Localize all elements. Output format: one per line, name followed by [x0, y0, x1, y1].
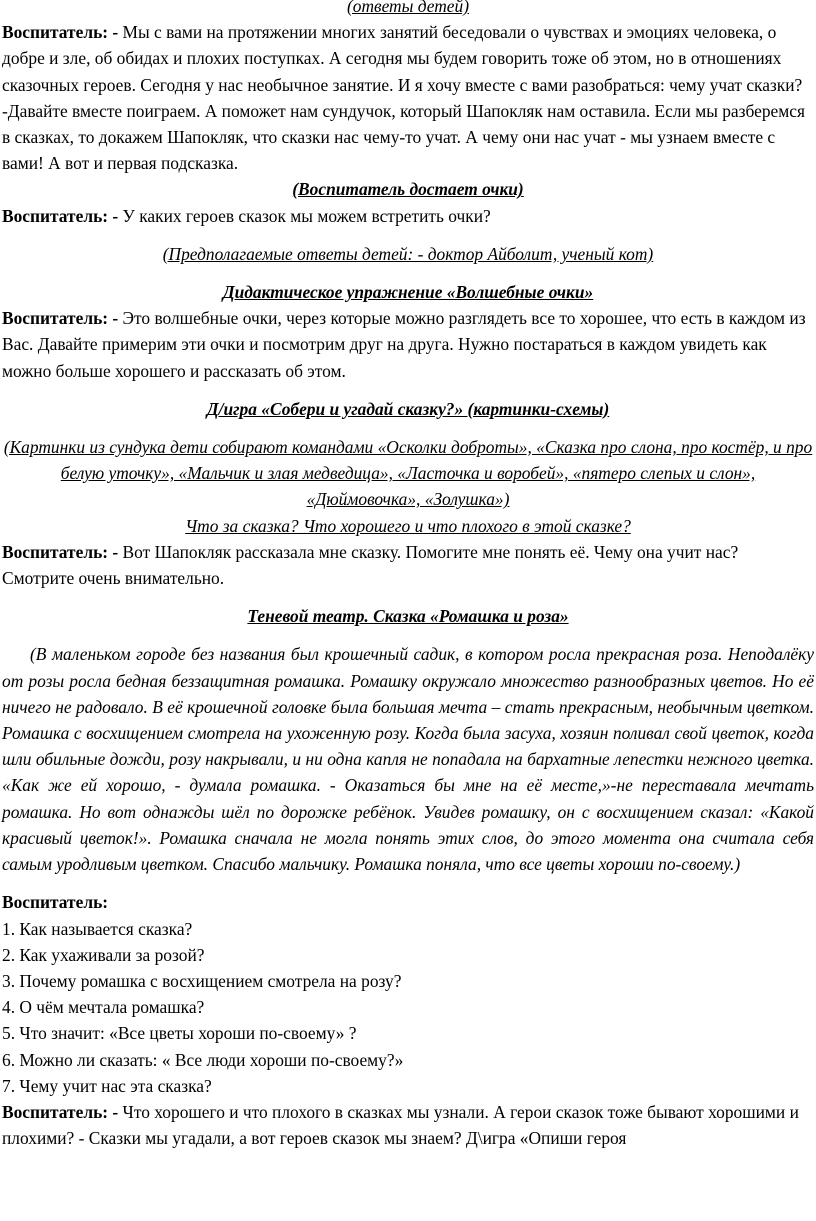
pictures-note: (Картинки из сундука дети собирают командами «Осколки доброты», «Сказка про слона, про костёр, и про белую уточку», «Мальчик и злая медведица», «Ласточка и воробей», «пятеро слепых и слон», «Дюймовочка», «Золушка»)	[3, 437, 813, 510]
paragraph-text: Это волшебные очки, через которые можно разглядеть все то хорошее, что есть в каждом из Вас. Давайте примерим эти очки и посмотрим друг на друга. Нужно постараться в каждом увидеть как можно больше хорошего и рассказать об этом.	[2, 308, 806, 381]
paragraph-shapoklyak	[2, 539, 814, 591]
spacer	[2, 591, 814, 603]
speaker-label: Воспитатель: -	[2, 1101, 119, 1122]
spacer	[2, 877, 814, 889]
question-item: 2. Как ухаживали за розой?	[2, 944, 205, 965]
children-answers-note: (ответы детей)	[346, 0, 470, 16]
story-text: (В маленьком городе без названия был крошечный садик, в котором росла прекрасная роза. Неподалёку от розы росла бедная беззащитная ромашка. Ромашку окружало множество разнообразных цветов. Но её ничего не радовало. В её крошечной головке была большая мечта – стать прекрасным, необычным цветком. Ромашка с восхищением смотрела на ухоженную розу. Когда была засуха, хозяин поливал свой цветок, когда шли обильные дожди, розу накрывали, и ни одна капля не попадала на бархатные лепестки нежного цветка. «Как же ей хорошо, - думала ромашка. - Оказаться бы мне на её месте,»-не переставала мечтать ромашка. Но вот однажды шёл по дорожке ребёнок. Увидев ромашку, он с восхищением сказал: «Какой красивый цветок!». Ромашка сначала не могла понять этих слов, до этого момента она считала себя самым уродливым цветком. Спасибо мальчику. Ромашка поняла, что все цветы хороши по-своему.)	[2, 644, 814, 875]
expected-answers: (Предполагаемые ответы детей: - доктор Айболит, ученый кот)	[162, 243, 654, 264]
speaker-label: Воспитатель: -	[2, 205, 119, 226]
speaker-label: Воспитатель: -	[2, 22, 119, 43]
spacer	[2, 422, 814, 434]
paragraph-text: У каких героев сказок мы можем встретить очки?	[118, 205, 491, 226]
heading-guess-tale: Д/игра «Собери и угадай сказку?» (картинки-схемы)	[206, 398, 610, 419]
question-item: 5. Что значит: «Все цветы хороши по-своему» ?	[2, 1023, 357, 1044]
tale-question: Что за сказка? Что хорошего и что плохого в этой сказке?	[185, 515, 631, 536]
stage-direction-glasses: (Воспитатель достает очки)	[292, 179, 524, 200]
paragraph-text: Что хорошего и что плохого в сказках мы узнали. А герои сказок тоже бывают хорошими и плохими? - Сказки мы угадали, а вот героев сказок мы знаем? Д\игра «Опиши героя	[2, 1101, 799, 1149]
question-item: 7. Чему учит нас эта сказка?	[2, 1075, 212, 1096]
spacer	[2, 267, 814, 279]
paragraph-intro	[2, 19, 814, 98]
paragraph-glasses-question	[2, 203, 814, 229]
question-item: 1. Как называется сказка?	[2, 918, 193, 939]
spacer	[2, 384, 814, 396]
speaker-label: Воспитатель:	[2, 892, 109, 913]
question-item: 6. Можно ли сказать: « Все люди хороши по-своему?»	[2, 1049, 404, 1070]
paragraph-text: Вот Шапокляк рассказала мне сказку. Помогите мне понять её. Чему она учит нас? Смотрите очень внимательно.	[2, 541, 739, 589]
paragraph-game: -Давайте вместе поиграем. А поможет нам сундучок, который Шапокляк нам оставила. Если мы разберемся в сказках, то докажем Шапокляк, что сказки нас чему-то учат. А чему они нас учат - мы узнаем вместе с вами! А вот и первая подсказка.	[2, 100, 805, 174]
question-item: 4. О чём мечтала ромашка?	[2, 997, 205, 1018]
speaker-label: Воспитатель: -	[2, 541, 119, 562]
spacer	[2, 629, 814, 641]
paragraph-heroes	[2, 1099, 814, 1151]
heading-magic-glasses: Дидактическое упражнение «Волшебные очки»	[222, 282, 594, 303]
spacer	[2, 229, 814, 241]
heading-shadow-theatre: Теневой театр. Сказка «Ромашка и роза»	[247, 606, 569, 627]
speaker-label: Воспитатель: -	[2, 308, 119, 329]
paragraph-text: Мы с вами на протяжении многих занятий беседовали о чувствах и эмоциях человека, о добре и зле, об обидах и плохих поступках. А сегодня мы будем говорить тоже об этом, но в отношениях сказочных героев. Сегодня у нас необычное занятие. И я хочу вместе с вами разобраться: чему учат сказки?	[2, 22, 803, 95]
question-item: 3. Почему ромашка с восхищением смотрела на розу?	[2, 970, 402, 991]
paragraph-magic-glasses	[2, 305, 814, 384]
